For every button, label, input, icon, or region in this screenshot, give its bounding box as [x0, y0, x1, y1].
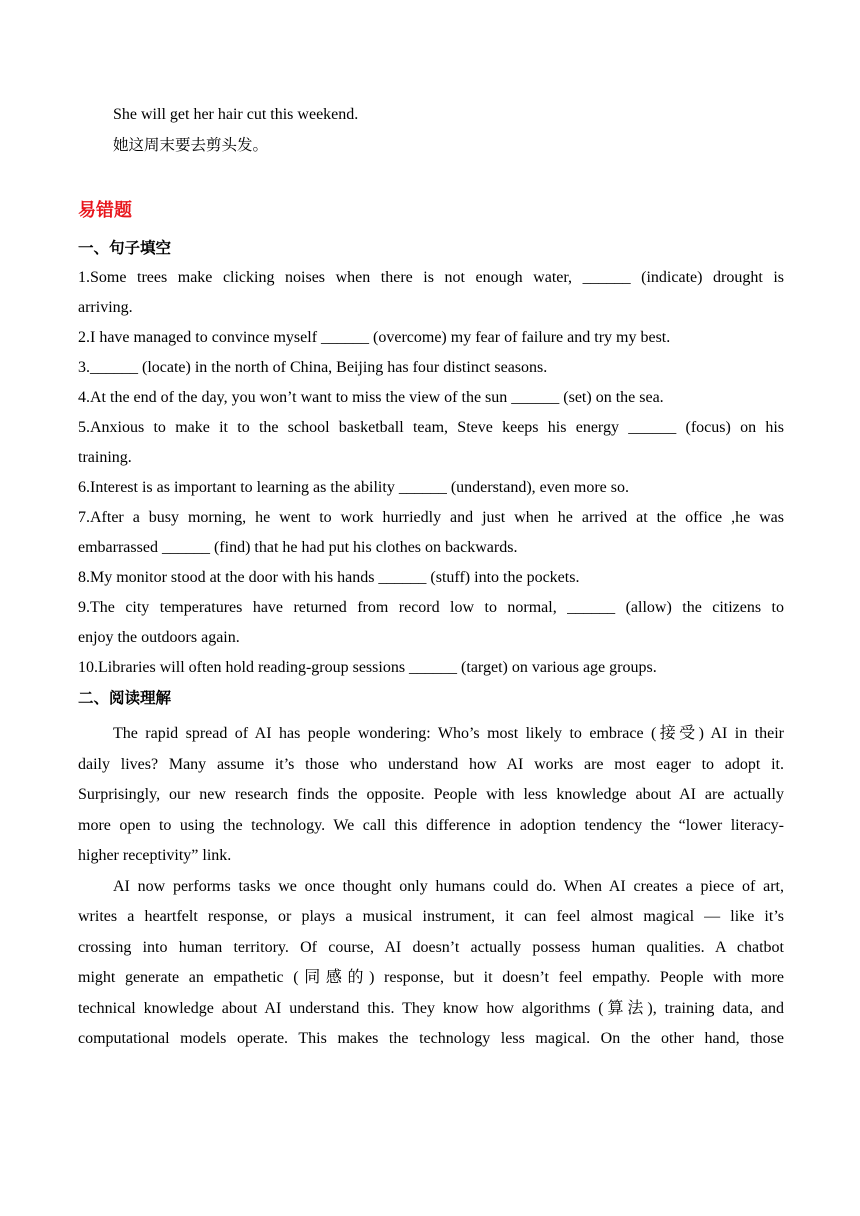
question-line: 3.______ (locate) in the north of China, Beijing has four distinct seasons.: [78, 359, 548, 376]
example-sentence: [78, 100, 784, 160]
question-line: 8.My monitor stood at the door with his hands ______ (stuff) into the pockets.: [78, 569, 580, 586]
question-line: 4.At the end of the day, you won’t want to miss the view of the sun ______ (set) on the sea.: [78, 389, 664, 406]
fill-in-section: [78, 233, 784, 713]
question-line: 7.After a busy morning, he went to work hurriedly and just when he arrived at the office ,he was: [78, 509, 784, 526]
section-title: 易错题: [78, 200, 132, 221]
reading-passage: [78, 719, 784, 1055]
passage-line: computational models operate. This makes the technology less magical. On the other hand, those: [78, 1030, 784, 1047]
passage-line: The rapid spread of AI has people wondering: Who’s most likely to embrace (接受) AI in their: [113, 725, 784, 742]
question-line: 1.Some trees make clicking noises when there is not enough water, ______ (indicate) drought is: [78, 269, 784, 286]
question-line: 9.The city temperatures have returned from record low to normal, ______ (allow) the citizens to: [78, 599, 784, 616]
passage-line: AI now performs tasks we once thought only humans could do. When AI creates a piece of art,: [113, 877, 784, 895]
passage-line: daily lives? Many assume it’s those who understand how AI works are most eager to adopt it.: [78, 755, 784, 773]
reading-heading: 二、阅读理解: [78, 689, 172, 707]
passage-line: more open to using the technology. We call this difference in adoption tendency the “lower literacy-: [78, 816, 784, 834]
question-line: arriving.: [78, 299, 133, 316]
passage-line: might generate an empathetic (同感的) response, but it doesn’t feel empathy. People with more: [78, 969, 784, 986]
example-en: She will get her hair cut this weekend.: [113, 106, 359, 123]
passage-line: technical knowledge about AI understand this. They know how algorithms (算法), training data, and: [78, 999, 784, 1017]
question-line: 10.Libraries will often hold reading-group sessions ______ (target) on various age groups.: [78, 659, 657, 676]
fill-in-heading: 一、句子填空: [78, 239, 172, 257]
question-line: 2.I have managed to convince myself ______ (overcome) my fear of failure and try my best.: [78, 329, 671, 346]
passage-line: writes a heartfelt response, or plays a musical instrument, it can feel almost magical — like it’s: [78, 908, 784, 925]
passage-line: Surprisingly, our new research finds the opposite. People with less knowledge about AI are actually: [78, 786, 784, 803]
question-line: 6.Interest is as important to learning as the ability ______ (understand), even more so.: [78, 479, 629, 496]
question-line: 5.Anxious to make it to the school basketball team, Steve keeps his energy ______ (focus) on his: [78, 419, 784, 436]
question-line: enjoy the outdoors again.: [78, 629, 240, 646]
passage-line: higher receptivity” link.: [78, 847, 232, 864]
example-zh: 她这周末要去剪头发。: [113, 136, 269, 154]
passage-line: crossing into human territory. Of course, AI doesn’t actually possess human qualities. A chatbot: [78, 938, 784, 956]
question-line: training.: [78, 449, 132, 466]
question-line: embarrassed ______ (find) that he had put his clothes on backwards.: [78, 539, 518, 556]
